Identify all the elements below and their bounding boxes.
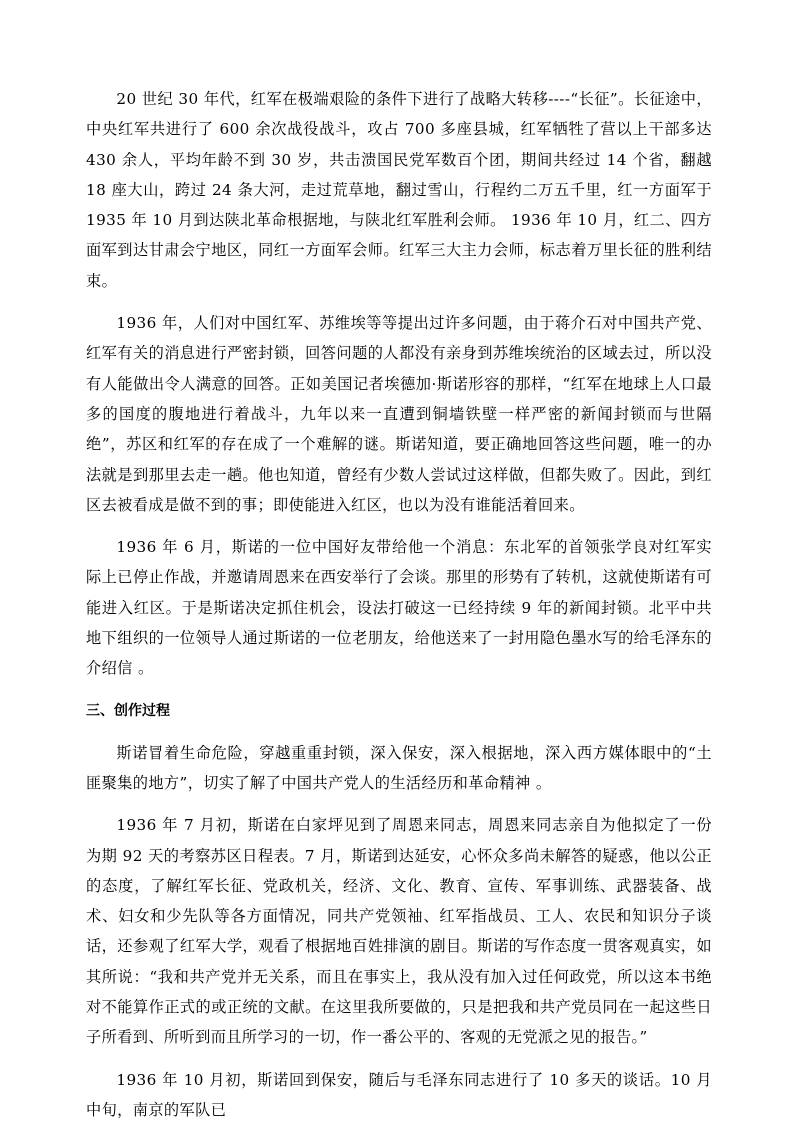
paragraph-baoan-journey: 斯诺冒着生命危险，穿越重重封锁，深入保安，深入根据地，深入西方媒体眼中的“土匪聚集的地方”，切实了解了中国共产党人的生活经历和革命精神 。 (86, 743, 712, 792)
section-heading: 三、创作过程 (86, 702, 170, 719)
paragraph-news-blockade: 1936 年，人们对中国红军、苏维埃等等提出过许多问题，由于蒋介石对中国共产党、红军有关的消息进行严密封锁，回答问题的人都没有亲身到苏维埃统治的区域去过，所以没有人能做出令人满意的回答。正如美国记者埃德加·斯诺形容的那样，“红军在地球上人口最多的国度的腹地进行着战斗，九年以来一直遭到铜墙铁壁一样严密的新闻封锁而与世隔绝”，苏区和红军的存在成了一个难解的谜。斯诺知道，要正确地回答这些问题，唯一的办法就是到那里去走一趟。他也知道，曾经有少数人尝试过这样做，但都失败了。因此，到红区去被看成是做不到的事；即使能进入红区，也以为没有谁能活着回来。 (86, 314, 712, 514)
paragraph-long-march: 20 世纪 30 年代，红军在极端艰险的条件下进行了战略大转移----“长征”。长征途中，中央红军共进行了 600 余次战役战斗，攻占 700 多座县城，红军牺牲了营以上干部多达 430 余人，平均年龄不到 30 岁，共击溃国民党军数百个团，期间共经过 14 个省，翻越 18 座大山，跨过 24 条大河，走过荒草地，翻过雪山，行程约二万五千里，红一方面军于 1935 年 10 月到达陕北革命根据地，与陕北红军胜利会师。 1936 年 10 月，红二、四方面军到达甘肃会宁地区，同红一方面军会师。红军三大主力会师，标志着万里长征的胜利结束。 (86, 90, 712, 290)
paragraph-zhou-enlai-meeting: 1936 年 7 月初，斯诺在白家坪见到了周恩来同志，周恩来同志亲自为他拟定了一份为期 92 天的考察苏区日程表。7 月，斯诺到达延安，心怀众多尚未解答的疑惑，他以公正的态度，了解红军长征、党政机关，经济、文化、教育、宣传、军事训练、武器装备、战术、妇女和少先队等各方面情况，同共产党领袖、红军指战员、工人、农民和知识分子谈话，还参观了红军大学，观看了根据地百姓排演的剧目。斯诺的写作态度一贯客观真实，如其所说：“我和共产党并无关系，而且在事实上，我从没有加入过任何政党，所以这本书绝对不能算作正式的或正统的文献。在这里我所要做的，只是把我和共产党员同在一起这些日子所看到、所听到而且所学习的一切，作一番公平的、客观的无党派之见的报告。” (86, 816, 712, 1047)
document-body (86, 84, 712, 1137)
paragraph-introduction-letter: 1936 年 6 月，斯诺的一位中国好友带给他一个消息：东北军的首领张学良对红军实际上已停止作战，并邀请周恩来在西安举行了会谈。那里的形势有了转机，这就使斯诺有可能进入红区。于是斯诺决定抓住机会，设法打破这一已经持续 9 年的新闻封锁。北平中共地下组织的一位领导人通过斯诺的一位老朋友，给他送来了一封用隐色墨水写的给毛泽东的介绍信 。 (86, 538, 712, 678)
paragraph-mao-interview: 1936 年 10 月初，斯诺回到保安，随后与毛泽东同志进行了 10 多天的谈话。10 月中旬，南京的军队已 (86, 1070, 712, 1119)
